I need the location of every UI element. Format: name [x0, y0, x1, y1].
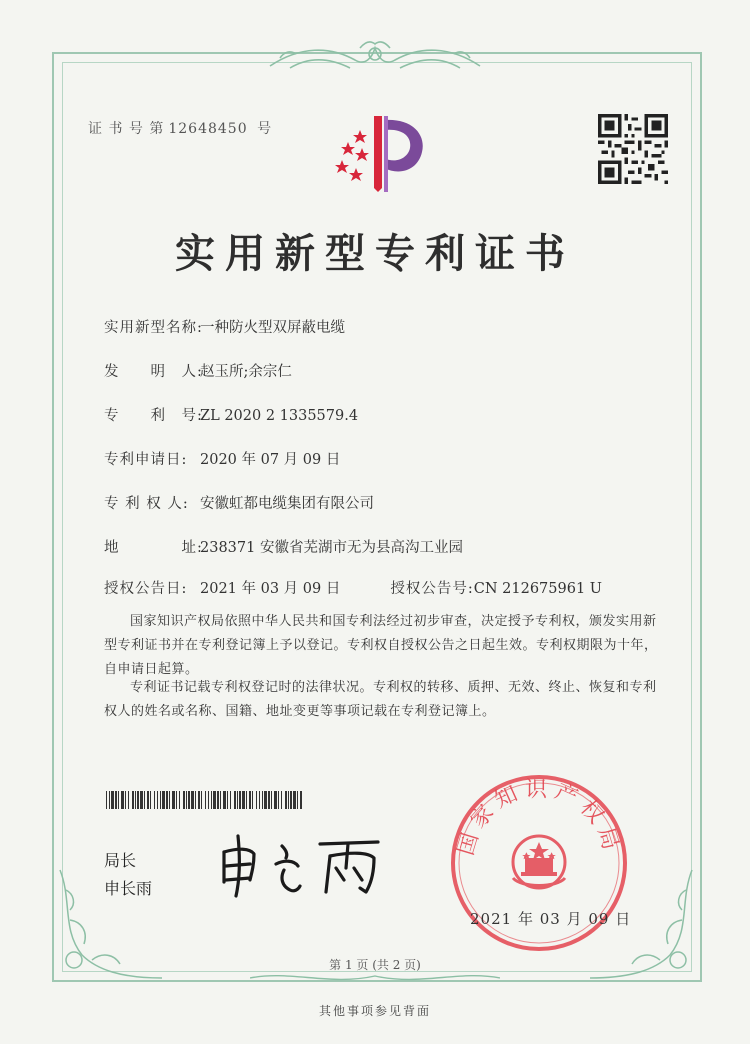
barcode — [106, 791, 302, 809]
field-value: 2020 年 07 月 09 日 — [200, 452, 341, 468]
field-utility-model-name — [104, 316, 345, 337]
national-emblem-icon — [513, 836, 565, 888]
field-value: 2021 年 03 月 09 日 — [200, 581, 341, 597]
director-name: 申长雨 — [104, 879, 153, 898]
page-number: 第 1 页 (共 2 页) — [329, 958, 421, 972]
field-label: 授权公告日: — [104, 581, 188, 597]
field-application-date — [104, 448, 340, 469]
field-label: 实用新型名称: — [104, 320, 203, 336]
seal-date: 2021 年 03 月 09 日 — [470, 910, 632, 928]
director-title: 局长 — [104, 851, 137, 870]
field-label: 发 明 人: — [104, 364, 203, 380]
field-grant-date — [104, 577, 602, 598]
field-value: 安徽虹都电缆集团有限公司 — [200, 496, 374, 512]
cnipa-logo — [322, 108, 442, 198]
field-value: 一种防火型双屏蔽电缆 — [200, 320, 345, 336]
field-value: 238371 安徽省芜湖市无为县高沟工业园 — [200, 540, 463, 556]
field-patent-number — [104, 404, 358, 425]
field-label: 授权公告号: — [390, 581, 474, 597]
field-value: CN 212675961 U — [473, 581, 602, 597]
field-label: 专 利 号: — [104, 408, 203, 424]
footer-note: 其他事项参见背面 — [318, 1004, 431, 1018]
qr-code — [598, 114, 668, 184]
field-value: ZL 2020 2 1335579.4 — [200, 408, 359, 424]
certificate-number-value: 12648450 — [168, 121, 248, 137]
director-signature — [210, 830, 390, 900]
certificate-number-prefix: 证 书 号 第 — [88, 121, 165, 137]
top-ornament — [260, 38, 490, 74]
field-patentee — [104, 492, 374, 513]
field-label: 地 址: — [104, 540, 203, 556]
legal-paragraph-2: 专利证书记载专利权登记时的法律状况。专利权的转移、质押、无效、终止、恢复和专利权人的姓名或名称、国籍、地址变更等事项记载在专利登记簿上。 — [104, 680, 657, 719]
field-address — [104, 536, 463, 557]
certificate-number-suffix: 号 — [257, 121, 273, 137]
legal-paragraph-1: 国家知识产权局依照中华人民共和国专利法经过初步审查，决定授予专利权，颁发实用新型专利证书并在专利登记簿上予以登记。专利权自授权公告之日起生效。专利权期限为十年，自申请日起算。 — [104, 614, 658, 677]
field-label: 专利申请日: — [104, 452, 188, 468]
field-value: 赵玉所;余宗仁 — [200, 364, 292, 380]
certificate-number — [88, 118, 276, 138]
certificate-title: 实用新型专利证书 — [175, 230, 575, 277]
field-inventor — [104, 360, 292, 381]
field-label: 专 利 权 人: — [104, 496, 189, 512]
seal-text: 国家知识产权局 — [453, 777, 625, 859]
